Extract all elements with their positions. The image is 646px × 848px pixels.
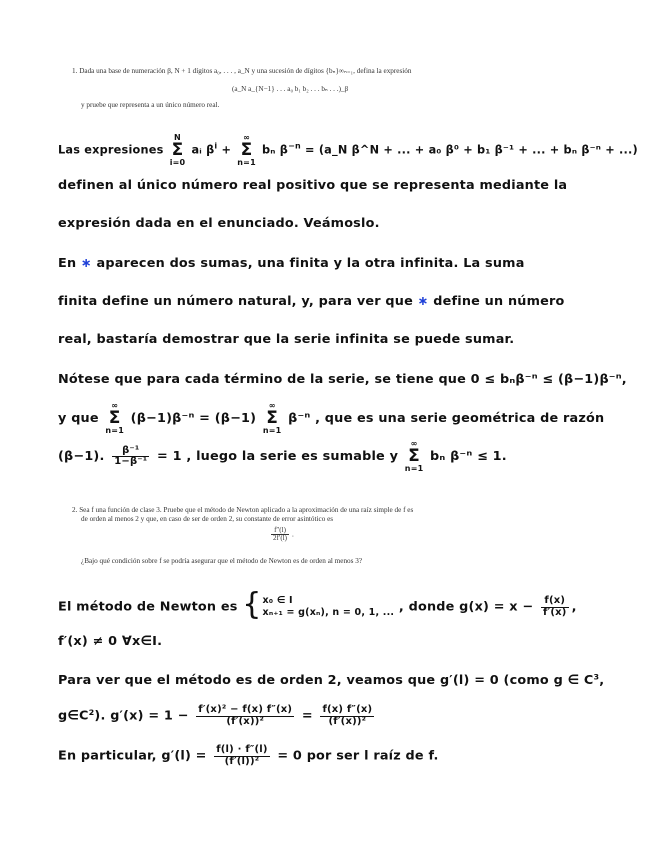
answer1-line-1 [58, 134, 638, 167]
problem2-constant: $\frac{f''(l)}{2f'(l)}$ . [273, 526, 294, 543]
answer1-term: aᵢ β [191, 143, 215, 157]
answer1-line-6: real, bastaría demostrar que la serie infinita se puede sumar. [58, 332, 515, 347]
answer1-line-3: expresión dada en el enunciado. Veámoslo. [58, 216, 380, 231]
problem2-statement-1: 2. Sea f una función de clase 3. Pruebe que el método de Newton aplicado a la aproximación de una raíz simple de f es [72, 506, 414, 514]
sum-symbol: ∞ Σ n=1 [237, 133, 256, 167]
problem2-statement-2: de orden al menos 2 y que, en caso de ser de orden 2, su constante de error asintótico es [81, 515, 334, 523]
answer1-exponent: −n [288, 141, 301, 151]
answer1-plus: + [221, 143, 232, 157]
answer1-text: Las expresiones [58, 143, 164, 157]
fraction: $\frac{f(l) \cdot f''(l)}{\text{(f′(l))²}}$ [216, 744, 268, 767]
fraction: $\frac{\text{f′(x)² − f(x) f″(x)}}{\text{(f′(x))²}}$ [198, 704, 293, 727]
sum-symbol: N Σ i=0 [169, 133, 186, 167]
problem1-statement: 1. Dada una base de numeración β, N + 1 dígitos a₀, . . . , a_N y una sucesión de dígitos {bₙ}∞ₙ₌₁, defina la expresión [72, 67, 412, 75]
problem1-expression: (a_N a_{N−1} . . . a₀ b₁ b₂ . . . bₙ . . .)_β [232, 85, 349, 93]
answer1-exponent: i [214, 141, 218, 151]
asterisk-marker: ∗ [80, 256, 92, 271]
asterisk-marker: ∗ [417, 294, 429, 309]
answer1-line-8: y que ∞ Σ n=1 (β−1)β⁻ⁿ = (β−1) ∞ Σ n=1 β⁻ⁿ , que es una serie geométrica de razón [58, 401, 605, 435]
problem1-statement-end: y pruebe que representa a un único número real. [81, 101, 220, 109]
answer1-line-5: finita define un número natural, y, para ver que ∗ define un número [58, 294, 565, 309]
fraction: $\frac{f''(l)}{2f'(l)}$ [273, 526, 287, 543]
problem2-question: ¿Bajo qué condición sobre f se podría asegurar que el método de Newton es de orden al menos 3? [81, 557, 363, 565]
fraction: $\frac{f(x)}{f'(x)}$ [543, 595, 567, 618]
answer2-line-4: g∈C²). g′(x) = 1 − $\frac{\text{f′(x)² − f(x) f″(x)}}{\text{(f′(x))²}}$ = $\frac{f(x) f''(x)}{\text{(f′(x))²}}$ [58, 704, 373, 727]
answer1-line-2: definen al único número real positivo que se representa mediante la [58, 178, 568, 193]
answer1-line-4: En ∗ aparecen dos sumas, una finita y la otra infinita. La suma [58, 256, 525, 271]
answer1-term: bₙ β [262, 143, 289, 157]
answer1-text: = (a_N β^N + ... + a₀ β⁰ + b₁ β⁻¹ + ... + bₙ β⁻ⁿ + ...) [305, 143, 638, 157]
sum-symbol: ∞ Σ n=1 [105, 401, 124, 435]
fraction: $\frac{\text{β⁻¹}}{\text{1−β⁻¹}}$ [114, 444, 148, 467]
newton-system: x₀ ∈ I xₙ₊₁ = g(xₙ), n = 0, 1, ... [262, 594, 395, 618]
brace: { [242, 587, 262, 622]
answer1-line-9: (β−1). $\frac{\text{β⁻¹}}{\text{1−β⁻¹}}$ = 1 , luego la serie es sumable y ∞ Σ n=1 bₙ β⁻ⁿ ≤ 1. [58, 439, 507, 473]
sum-symbol: ∞ Σ n=1 [404, 439, 424, 473]
fraction: $\frac{f(x) f''(x)}{\text{(f′(x))²}}$ [322, 704, 373, 727]
answer2-line-5: En particular, g′(l) = $\frac{f(l) \cdot f''(l)}{\text{(f′(l))²}}$ = 0 por ser l raíz de f. [58, 744, 439, 767]
answer2-line-2: f′(x) ≠ 0 ∀x∈I. [58, 634, 163, 649]
sum-symbol: ∞ Σ n=1 [262, 401, 282, 435]
answer2-line-3: Para ver que el método es de orden 2, veamos que g′(l) = 0 (como g ∈ C³, [58, 673, 605, 688]
answer2-line-1: El método de Newton es { x₀ ∈ I xₙ₊₁ = g(xₙ), n = 0, 1, ... , donde g(x) = x − $\frac{f(x)}{f'(x)}$ , [58, 587, 577, 622]
answer1-line-7: Nótese que para cada término de la serie, se tiene que 0 ≤ bₙβ⁻ⁿ ≤ (β−1)β⁻ⁿ, [58, 372, 627, 387]
